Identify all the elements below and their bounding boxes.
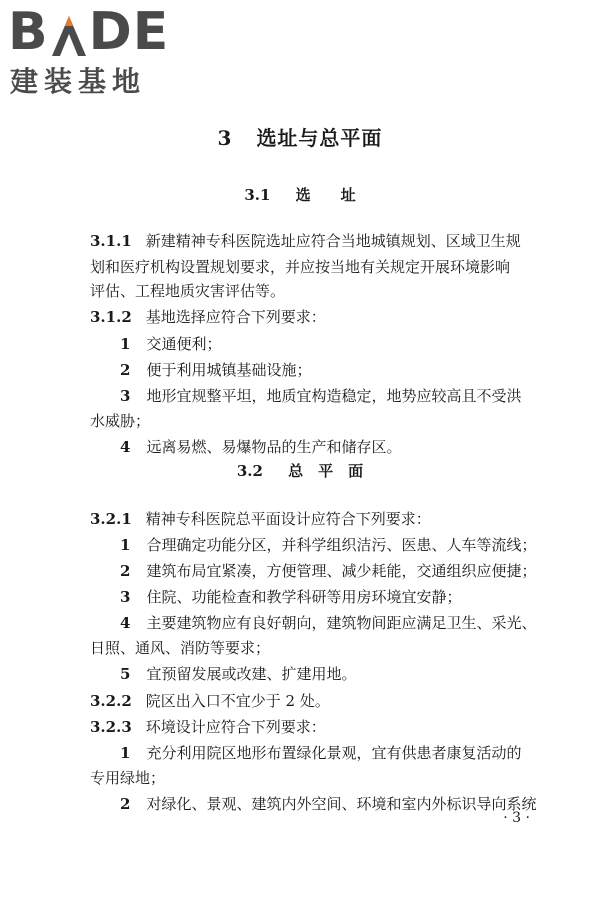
text-line — [90, 637, 270, 659]
line-text: 日照、通风、消防等要求； — [90, 639, 271, 657]
line-text: 专用绿地； — [90, 769, 166, 787]
page-number: · 3 · — [503, 810, 530, 826]
item-number: 2 — [120, 795, 131, 813]
text-line — [120, 742, 521, 764]
text-line — [120, 793, 536, 815]
item-number: 3 — [120, 588, 131, 606]
text-line — [120, 333, 221, 355]
line-text: 环境设计应符合下列要求： — [145, 718, 326, 736]
text-line — [90, 230, 521, 252]
clause-number: 3.1.2 — [90, 308, 132, 326]
line-text: 水威胁； — [90, 412, 151, 430]
item-number: 4 — [120, 614, 131, 632]
item-number: 1 — [120, 744, 131, 762]
section-title: 总 平 面 — [288, 462, 364, 480]
logo-a-mark — [50, 14, 88, 58]
line-text: 新建精神专科医院选址应符合当地城镇规划、区域卫生规 — [145, 232, 521, 250]
line-text: 院区出入口不宜少于 2 处。 — [145, 692, 330, 710]
section-heading-3-1 — [0, 184, 600, 205]
line-text: 交通便利； — [146, 335, 222, 353]
text-line — [90, 716, 326, 738]
line-text: 合理确定功能分区，并科学组织洁污、医患、人车等流线； — [146, 536, 537, 554]
text-line — [120, 359, 311, 381]
line-text: 建筑布局宜紧凑，方便管理、减少耗能，交通组织应便捷； — [146, 562, 537, 580]
chapter-title: 选址与总平面 — [256, 126, 383, 150]
line-text: 基地选择应符合下列要求： — [145, 308, 326, 326]
logo-subtitle: 建装基地 — [10, 65, 147, 98]
text-line — [120, 612, 536, 634]
text-line — [120, 385, 521, 407]
section-number: 3.1 — [244, 186, 271, 204]
line-text: 远离易燃、易爆物品的生产和储存区。 — [146, 438, 402, 456]
clause-number: 3.1.1 — [90, 232, 132, 250]
text-line — [90, 508, 431, 530]
text-line — [120, 560, 536, 582]
text-line — [90, 690, 330, 712]
line-text: 宜预留发展或改建、扩建用地。 — [146, 665, 357, 683]
text-line — [90, 767, 165, 789]
line-text: 充分利用院区地形布置绿化景观，宜有供患者康复活动的 — [146, 744, 522, 762]
chapter-heading — [0, 122, 600, 151]
item-number: 2 — [120, 562, 131, 580]
item-number: 2 — [120, 361, 131, 379]
line-text: 对绿化、景观、建筑内外空间、环境和室内外标识导向系统 — [146, 795, 537, 813]
line-text: 住院、功能检查和教学科研等用房环境宜安静； — [146, 588, 462, 606]
line-text: 划和医疗机构设置规划要求，并应按当地有关规定开展环境影响 — [90, 258, 511, 276]
text-line — [90, 306, 326, 328]
text-line — [90, 410, 150, 432]
clause-number: 3.2.1 — [90, 510, 132, 528]
line-text: 评估、工程地质灾害评估等。 — [90, 282, 286, 300]
item-number: 1 — [120, 536, 131, 554]
section-heading-3-2 — [0, 460, 600, 481]
text-line — [120, 436, 401, 458]
item-number: 4 — [120, 438, 131, 456]
clause-number: 3.2.2 — [90, 692, 132, 710]
text-line — [90, 280, 285, 302]
line-text: 地形宜规整平坦，地质宜构造稳定，地势应较高且不受洪 — [146, 387, 522, 405]
item-number: 3 — [120, 387, 131, 405]
line-text: 主要建筑物应有良好朝向，建筑物间距应满足卫生、采光、 — [146, 614, 537, 632]
line-text: 便于利用城镇基础设施； — [146, 361, 312, 379]
text-line — [120, 663, 356, 685]
item-number: 1 — [120, 335, 131, 353]
logo-mark: B DE — [8, 2, 170, 62]
chapter-number: 3 — [217, 126, 233, 150]
item-number: 5 — [120, 665, 131, 683]
text-line — [90, 256, 510, 278]
text-line — [120, 534, 536, 556]
text-line — [120, 586, 461, 608]
clause-number: 3.2.3 — [90, 718, 132, 736]
bade-logo — [8, 2, 178, 98]
section-number: 3.2 — [236, 462, 263, 480]
line-text: 精神专科医院总平面设计应符合下列要求： — [145, 510, 431, 528]
section-title: 选 址 — [295, 186, 356, 204]
